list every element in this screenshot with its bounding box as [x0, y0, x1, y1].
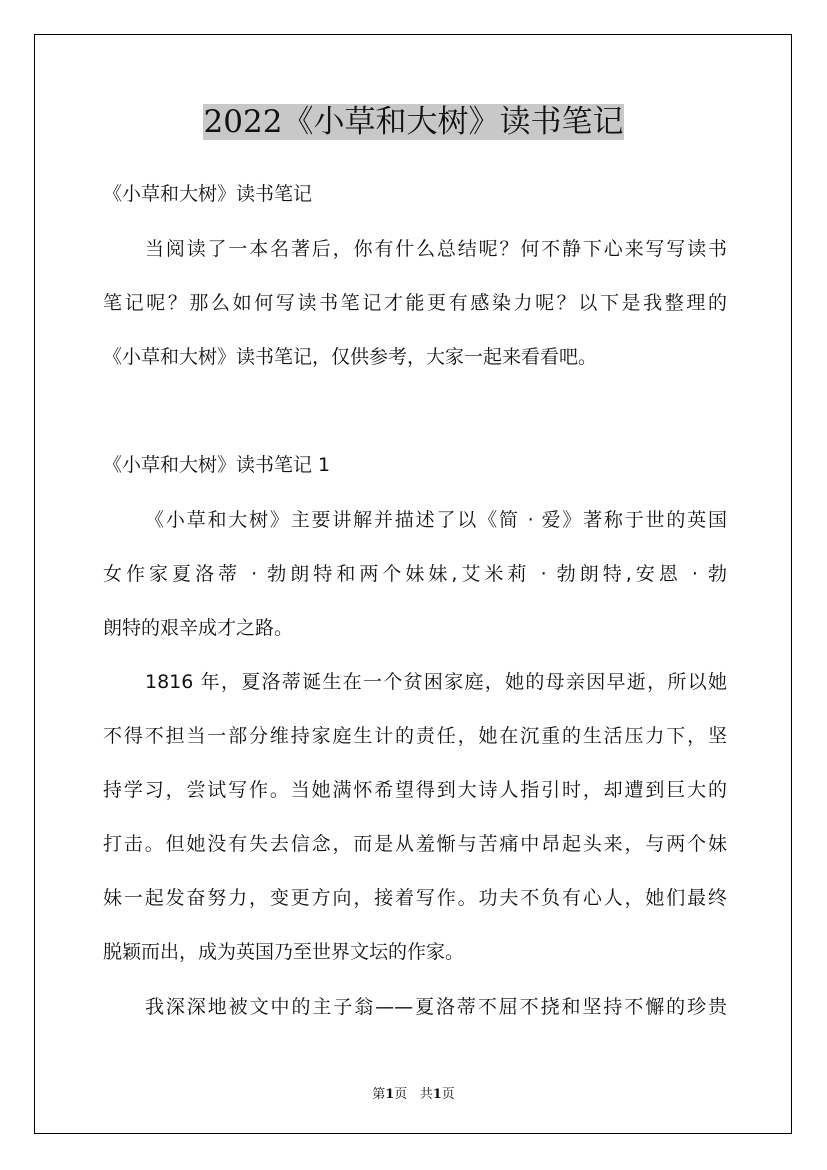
paragraph-line: 笔记呢？那么如何写读书笔记才能更有感染力呢？以下是我整理的	[103, 292, 727, 314]
paragraph-line: 脱颖而出，成为英国乃至世界文坛的作家。	[103, 941, 465, 963]
footer-total-number: 1	[432, 1087, 442, 1102]
footer-total-label: 共	[419, 1087, 433, 1102]
section-heading: 《小草和大树》读书笔记	[103, 183, 313, 205]
document-title	[0, 100, 827, 144]
footer-total-unit: 页	[441, 1087, 455, 1102]
paragraph-line: 《小草和大树》读书笔记，仅供参考，大家一起来看看吧。	[103, 346, 598, 368]
paragraph-line: 朗特的艰辛成才之路。	[103, 617, 294, 639]
paragraph-line: 当阅读了一本名著后，你有什么总结呢？何不静下心来写写读书	[145, 238, 727, 260]
paragraph-line: 《小草和大树》主要讲解并描述了以《简 · 爱》著称于世的英国	[145, 509, 727, 531]
paragraph-line: 持学习，尝试写作。当她满怀希望得到大诗人指引时，却遭到巨大的	[103, 779, 727, 801]
paragraph-line: 不得不担当一部分维持家庭生计的责任，她在沉重的生活压力下，坚	[103, 725, 727, 747]
section-heading: 《小草和大树》读书笔记 1	[103, 454, 331, 476]
paragraph-line: 我深深地被文中的主子翁——夏洛蒂不屈不挠和坚持不懈的珍贵	[145, 996, 727, 1018]
paragraph-line: 1816 年，夏洛蒂诞生在一个贫困家庭，她的母亲因早逝，所以她	[145, 671, 727, 693]
page-footer	[0, 1083, 827, 1102]
footer-page-number: 1	[385, 1087, 395, 1102]
paragraph-line: 女作家夏洛蒂 · 勃朗特和两个妹妹,艾米莉 · 勃朗特,安恩 · 勃	[103, 563, 727, 585]
paragraph-line: 打击。但她没有失去信念，而是从羞惭与苦痛中昂起头来，与两个妹	[103, 833, 727, 855]
footer-page-unit: 页	[394, 1087, 408, 1102]
paragraph-line: 妹一起发奋努力，变更方向，接着写作。功夫不负有心人，她们最终	[103, 887, 727, 909]
footer-page-label: 第	[372, 1087, 386, 1102]
document-title-text: 2022《小草和大树》读书笔记	[203, 104, 624, 140]
